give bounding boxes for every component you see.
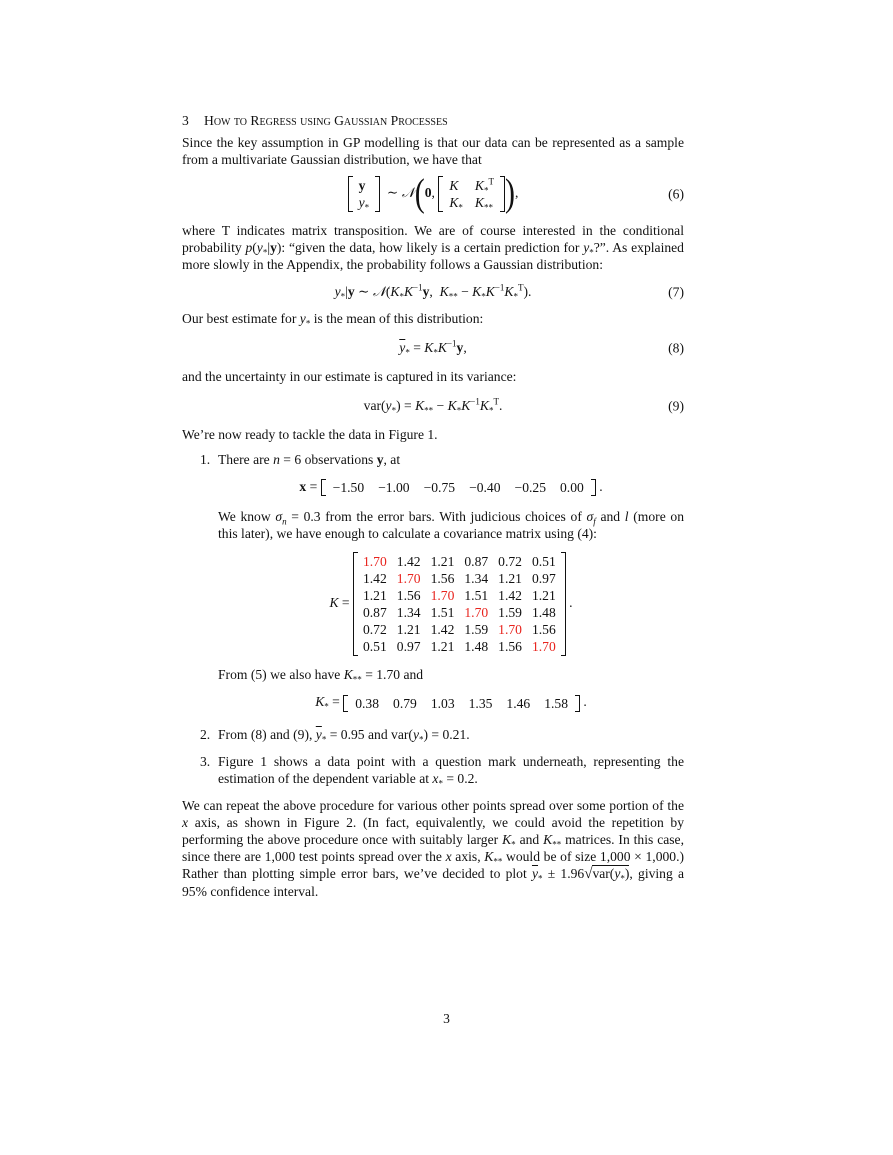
k-matrix-cell: 1.21 [396, 622, 421, 638]
x-vector-equation: x = −1.50 −1.00 −0.75 −0.40 −0.25 0.00 . [299, 479, 603, 496]
k-matrix-cell: 1.59 [464, 622, 489, 638]
k-matrix-cell: 0.87 [464, 554, 489, 570]
k-matrix-row [358, 587, 561, 604]
list-item: 2. From (8) and (9), $\overline{y}_* = 0.95$ and $var(y_*) = 0.21$. [200, 726, 470, 745]
k-matrix-row [358, 553, 561, 570]
k-matrix-cell: 1.42 [430, 622, 455, 638]
k-matrix-row [358, 604, 561, 621]
paragraph-ready: We’re now ready to tackle the data in Figure 1. [182, 427, 438, 442]
paragraph-conditional: where T indicates matrix transposition. We are of course interested in the conditional probability $p(y_*|y)$: “given the data, how likely is a certain prediction for $y_*$?”. As explained more slowly in the Appendix, the probability follows a Gaussian distribution: [182, 223, 684, 272]
kstar-vector-equation: $K_* = 0.38$ 0.79 1.03 1.35 1.46 1.58 . [315, 694, 587, 713]
paragraph-best-estimate: Our best estimate for $y_*$ is the mean of this distribution: [182, 311, 484, 329]
k-matrix-cell: 1.42 [498, 588, 522, 604]
covariance-block-matrix: K $K_*^T$ $K_*$ $K_{**}$ [438, 176, 505, 212]
vector-y-ystar: y $y_*$ [348, 176, 381, 212]
k-matrix-equation: K = 1.70 1.42 1.21 0.87 0.72 0.51 1.42 1.70 1.56 1.34 1.21 0.97 1.21 1.56 1.70 1.51 1.42 1.21 0.87 1.34 1.51 1.70 1.59 1.48 0.72 1.21 1.42 1.59 1.70 1.56 0.51 0.97 1.21 1.48 1.56 1.70 . [329, 554, 573, 655]
k-matrix-cell: 1.48 [531, 605, 556, 621]
k-matrix-cell: 1.51 [464, 588, 489, 604]
k-matrix-cell: 0.97 [396, 639, 421, 655]
k-matrix-cell: 1.56 [396, 588, 421, 604]
k-matrix-diagonal-cell: 1.70 [531, 639, 556, 655]
list-item: 1. There are n = 6 observations y, at x = −1.50 −1.00 −0.75 −0.40 −0.25 0.00 . We know $\sigma_n = 0.3$ from the error bars. With judicious choices of $\sigma_f$ and l (more on this later), we have enough to calculate a covariance matrix using (4): K = 1.70 1.42 1.21 0.87 0.72 0.51 1.42 1.70 1.56 1.34 1.21 0.97 1.21 1.56 1.70 1.51 1.42 1.21 0.87 1.34 1.51 1.70 1.59 1.48 0.72 1.21 1.42 1.59 1.70 1.56 0.51 0.97 1.21 1.48 1.56 1.70 . From (5) we also have $K_{**} = 1.70$ and $K_* = 0.38$ 0.79 1.03 1.35 1.46 1.58 . [200, 452, 684, 713]
section-heading [182, 112, 684, 129]
list-item: 3. Figure 1 shows a data point with a question mark underneath, representing the estimation of the dependent variable at $x_* = 0.2$. [200, 753, 684, 789]
k-matrix-diagonal-cell: 1.70 [464, 605, 489, 621]
equation-6: y $y_*$ ∼ 𝒩(0, K $K_*^T$ $K_*$ $K_{**}$ ), (6) [182, 176, 684, 212]
k-matrix-diagonal-cell: 1.70 [498, 622, 522, 638]
equation-number: (6) [668, 186, 684, 202]
k-matrix-cell: 0.51 [362, 639, 387, 655]
k-matrix-row [358, 570, 561, 587]
k-matrix-cell: 1.51 [430, 605, 455, 621]
equation-number: (9) [668, 398, 684, 413]
k-matrix-row [358, 638, 561, 655]
k-matrix-cell: 0.87 [362, 605, 387, 621]
k-matrix-cell: 0.72 [362, 622, 387, 638]
section-number: 3 [182, 113, 189, 128]
k-matrix-row [358, 621, 561, 638]
k-matrix-diagonal-cell: 1.70 [362, 554, 387, 570]
kstar-vector: 0.38 0.79 1.03 1.35 1.46 1.58 [343, 695, 580, 712]
k-matrix [353, 552, 566, 656]
k-matrix-cell: 1.21 [531, 588, 556, 604]
k-matrix-cell: 1.21 [362, 588, 387, 604]
k-matrix-diagonal-cell: 1.70 [396, 571, 421, 587]
k-matrix-diagonal-cell: 1.70 [430, 588, 455, 604]
page-body [182, 112, 684, 900]
k-matrix-cell: 1.34 [396, 605, 421, 621]
paragraph-know-sigma: We know $\sigma_n = 0.3$ from the error bars. With judicious choices of $\sigma_f$ and l (more on this later), we have enough to calculate a covariance matrix using (4): [218, 509, 684, 542]
k-matrix-cell: 1.34 [464, 571, 489, 587]
k-matrix-cell: 1.21 [498, 571, 522, 587]
k-matrix-cell: 1.42 [396, 554, 421, 570]
k-matrix-cell: 1.56 [531, 622, 556, 638]
paragraph-intro: Since the key assumption in GP modelling is that our data can be represented as a sample from a multivariate Gaussian distribution, we have that [182, 135, 684, 167]
paragraph-repeat: We can repeat the above procedure for various other points spread over some portion of the x axis, as shown in Figure 2. (In fact, equivalently, we could avoid the repetition by performing the above procedure once with suitably larger $K_*$ and $K_{**}$ matrices. In this case, since there are 1,000 test points spread over the x axis, $K_{**}$ would be of size 1,000 × 1,000.) Rather than plotting simple error bars, we’ve decided to plot $\overline{y}_* \pm 1.96√var(y_*)$, giving a 95% confidence interval. [182, 797, 685, 899]
equation-7: $y_*|y$ ∼ $𝒩(K_*K^{-1}y$, $K_{**} - K_*K^{-1}K_*^T$). (7) [334, 282, 684, 302]
paragraph-uncertainty: and the uncertainty in our estimate is captured in its variance: [182, 369, 517, 384]
k-matrix-cell: 1.21 [430, 554, 455, 570]
procedure-list [182, 451, 684, 787]
equation-number: (8) [668, 340, 684, 355]
k-matrix-cell: 1.56 [498, 639, 522, 655]
k-matrix-cell: 1.59 [498, 605, 522, 621]
k-matrix-cell: 0.97 [531, 571, 556, 587]
k-matrix-cell: 1.42 [362, 571, 387, 587]
equation-9: $var(y_*) = K_{**} - K_*K^{-1}K_*^T$. (9) [363, 396, 684, 416]
equation-8: $\overline{y}_* = K_*K^{-1}y$, (8) [399, 338, 684, 358]
k-matrix-cell: 1.48 [464, 639, 489, 655]
equation-number: (7) [668, 284, 684, 299]
k-matrix-cell: 0.72 [498, 554, 522, 570]
k-matrix-cell: 1.56 [430, 571, 455, 587]
k-matrix-cell: 0.51 [531, 554, 556, 570]
k-matrix-cell: 1.21 [430, 639, 455, 655]
paragraph-kstarstar: From (5) we also have $K_{**} = 1.70$ and [218, 667, 424, 686]
x-vector: −1.50 −1.00 −0.75 −0.40 −0.25 0.00 [321, 479, 596, 496]
page-number: 3 [443, 1011, 450, 1026]
section-title: How to Regress using Gaussian Processes [204, 113, 448, 128]
